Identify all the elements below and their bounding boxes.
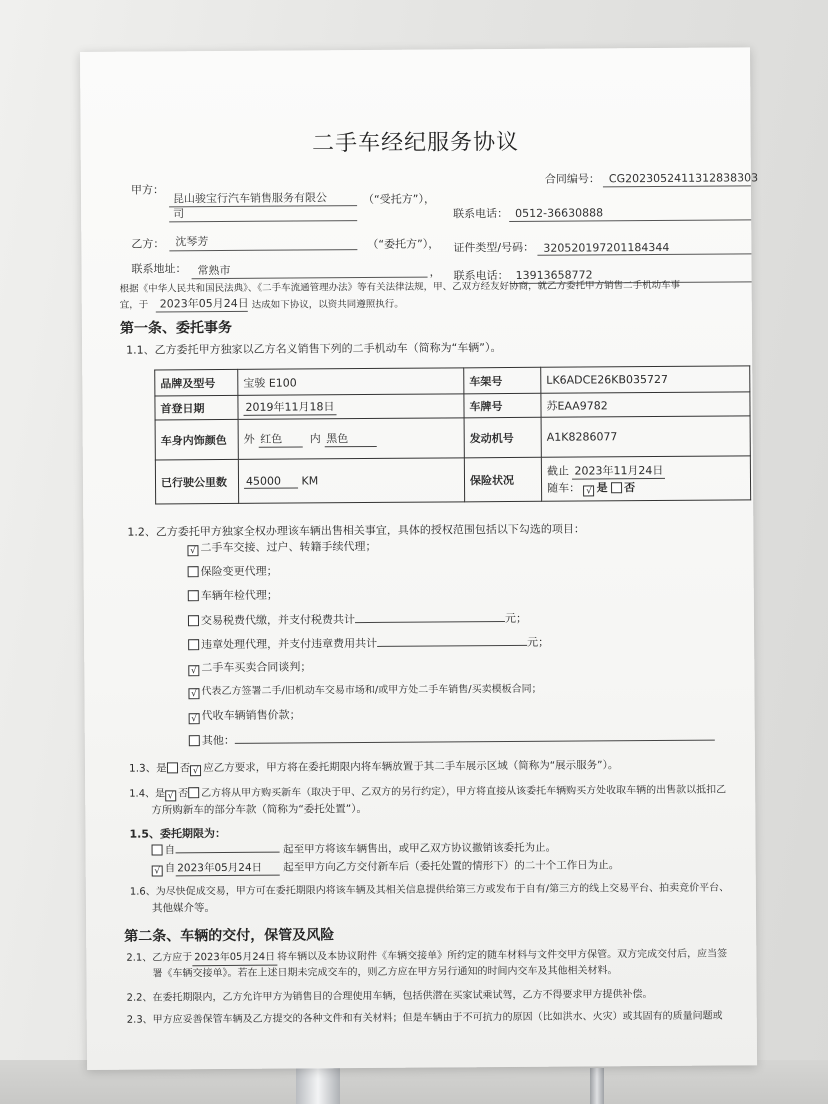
option-checkbox[interactable]: [188, 566, 199, 577]
clause-2-1-prefix: 2.1、乙方应于: [126, 952, 193, 964]
option-item: [188, 565, 278, 580]
contract-no-label: 合同编号：: [544, 172, 600, 186]
term-1-date: [175, 852, 279, 854]
term-option-2: [152, 858, 620, 876]
party-a-phone-label: 联系电话：: [453, 207, 509, 221]
color-cell: [238, 418, 464, 460]
intro-line2-prefix: 宜，于: [119, 299, 149, 311]
option-checkbox[interactable]: √: [187, 545, 198, 556]
party-b-phone: 13913658772: [515, 268, 593, 282]
term-1-text: 起至甲方将该车辆售出，或甲乙双方协议撤销该委托为止。: [283, 841, 557, 856]
party-a-line1: [169, 205, 357, 207]
clause-1-6-continued: 其他媒介等。: [151, 902, 216, 915]
clause-1-4-continued: 方所购新车的部分车款（简称为“委托处置”）。: [151, 803, 367, 817]
tax-amount-line: [355, 611, 505, 623]
party-b-address: 常熟市: [197, 263, 231, 278]
term-2-text: 起至甲方向乙方交付新车后（委托处置的情形下）的二十个工作日为止。: [283, 859, 620, 874]
intro-line2-suffix: 达成如下协议，以资共同遵照执行。: [251, 298, 404, 311]
clause-1-3: [129, 758, 618, 776]
section1-heading: 第一条、委托事务: [119, 319, 232, 337]
with-car-yes-checkbox[interactable]: √: [584, 485, 595, 496]
clause-2-1: [126, 948, 727, 967]
interior-color: 黑色: [324, 430, 376, 447]
option-item: [189, 730, 715, 749]
intro-date-line: [156, 311, 248, 313]
option-suffix: 元；: [504, 611, 528, 626]
clause-2-2: 2.2、在委托期限内，乙方允许甲方为销售目的合理使用车辆，包括供潜在买家试乘试驾，乙方不得要求甲方提供补偿。: [126, 989, 653, 1004]
option-item: [187, 540, 376, 556]
term-option-1: [152, 841, 557, 858]
party-a-line2: [169, 220, 357, 222]
clause-1-3-text: 应乙方要求，甲方将在委托期限内将车辆放置于其二手车展示区域（简称为“展示服务”）。: [203, 759, 619, 775]
party-a-role: （“受托方”），: [362, 192, 435, 207]
option-checkbox[interactable]: [188, 590, 199, 601]
option-label: 保险变更代理；: [200, 564, 278, 579]
table-row: [155, 456, 750, 504]
contract-page: [80, 47, 757, 1070]
party-a-name-line2: 司: [173, 207, 185, 221]
clause-1-3-no-label: 否: [179, 762, 191, 775]
term-2-date: 2023年05月24日: [175, 861, 279, 877]
party-a-phone: 0512-36630888: [515, 206, 604, 220]
clause-1-4-yes-checkbox[interactable]: √: [165, 790, 176, 801]
option-item: [189, 708, 301, 724]
with-car-no-label: 否: [623, 480, 636, 494]
option-item: [188, 611, 527, 628]
option-label: 交易税费代缴，并支付税费共计: [200, 613, 356, 628]
clause-1-3-yes-checkbox[interactable]: [167, 762, 178, 773]
party-b-phone-label: 联系电话：: [453, 269, 509, 283]
clause-1-4-yes-label: 1.4、是: [129, 788, 166, 800]
term-2-prefix: 自: [164, 862, 176, 875]
party-a-name-line1: 昆山骏宝行汽车销售服务有限公: [172, 191, 328, 206]
option-item: [188, 635, 549, 653]
id-type-label: 证件类型/号码：: [453, 240, 535, 255]
exterior-color: 红色: [258, 430, 302, 447]
address-suffix: ，: [429, 265, 441, 279]
mileage-value: 45000: [244, 474, 298, 488]
clause-1-4: [129, 784, 726, 802]
engine-value: A1K8286077: [541, 416, 750, 457]
other-line: [235, 730, 715, 744]
clause-1-2: 1.2、乙方委托甲方独家全权办理该车辆出售相关事宜，具体的授权范围包括以下勾选的项目：: [127, 522, 585, 539]
option-label: 代表乙方签署二手/旧机动车交易市场和/或甲方处二手车销售/买卖模板合同；: [201, 683, 542, 698]
clause-1-4-text: 乙方将从甲方购买新车（取决于甲、乙双方的另行约定），甲方将直接从该委托车辆购买方处收取车辆的出售款以抵扣乙: [201, 784, 727, 800]
engine-label: 发动机号: [464, 417, 541, 458]
clause-1-6: 1.6、为尽快促成交易，甲方可在委托期限内将该车辆及其相关信息提供给第三方或发布于自有/第三方的线上交易平台、拍卖竞价平台、: [129, 882, 730, 898]
address-label: 联系地址：: [131, 262, 187, 276]
reg-date-cell: [238, 394, 464, 420]
option-checkbox[interactable]: [188, 615, 199, 626]
vehicle-info-table: [154, 365, 751, 504]
metal-stand-rear: [590, 1068, 604, 1104]
term-2-checkbox[interactable]: √: [152, 865, 163, 876]
violation-amount-line: [377, 635, 527, 647]
exterior-prefix: 外: [243, 432, 255, 446]
intro-date: 2023年05月24日: [159, 296, 249, 311]
option-item: [188, 589, 278, 604]
option-checkbox[interactable]: √: [189, 713, 200, 724]
clause-2-1-text: 将车辆以及本协议附件《车辆交接单》所约定的随车材料与文件交甲方保管。双方完成交付后，应当签: [277, 948, 728, 963]
clause-1-3-yes-label: 1.3、是: [128, 762, 167, 775]
section2-heading: 第二条、车辆的交付，保管及风险: [124, 927, 335, 945]
color-label: 车身内饰颜色: [155, 419, 238, 460]
clause-2-3: 2.3、甲方应妥善保管车辆及乙方提交的各种文件和有关材料；但是车辆由于不可抗力的原因（比如洪水、火灾）或其固有的质量问题或: [126, 1010, 723, 1026]
mileage-unit: KM: [301, 473, 319, 487]
insurance-cell: [541, 456, 750, 501]
vin-label: 车架号: [464, 367, 541, 394]
metal-stand: [296, 1068, 340, 1104]
party-b-role: （“委托方”），: [367, 237, 440, 251]
interior-prefix: 内: [309, 432, 321, 446]
option-label: 二手车买卖合同谈判；: [201, 660, 312, 675]
insurance-label: 保险状况: [464, 457, 541, 502]
mileage-cell: [238, 458, 464, 504]
term-1-prefix: 自: [164, 844, 176, 857]
with-car-no-checkbox[interactable]: [611, 482, 622, 493]
option-item: [188, 683, 541, 699]
vin-value: LK6ADCE26KB035727: [541, 366, 750, 393]
party-b-name: 沈琴芳: [175, 235, 209, 249]
plate-label: 车牌号: [464, 393, 541, 418]
option-checkbox[interactable]: [189, 735, 200, 746]
reg-date-label: 首登日期: [155, 395, 238, 420]
clause-1-5: 1.5、委托期限为：: [129, 827, 227, 841]
brand-label: 品牌及型号: [155, 369, 238, 396]
option-label: 代收车辆销售价款；: [201, 708, 301, 723]
table-row: [155, 416, 750, 460]
option-label: 车辆年检代理；: [200, 588, 278, 603]
mileage-label: 已行驶公里数: [155, 459, 238, 504]
page-title: 二手车经纪服务协议: [312, 129, 520, 157]
with-car-yes-label: 是: [596, 480, 608, 494]
plate-value: 苏EAA9782: [541, 392, 750, 417]
party-b-id: 320520197201184344: [543, 240, 670, 255]
term-1-checkbox[interactable]: [152, 844, 163, 855]
party-b-id-line: [537, 253, 751, 255]
contract-no-line: [603, 185, 751, 187]
intro-line1: 根据《中华人民共和国民法典》、《二手车流通管理办法》等有关法律法规，甲、乙双方经友好协商，就乙方委托甲方销售二手机动车事: [119, 279, 681, 295]
option-checkbox[interactable]: √: [188, 688, 199, 699]
clause-1-4-no-label: 否: [178, 788, 189, 800]
option-checkbox[interactable]: [188, 639, 199, 650]
clause-1-1: 1.1、乙方委托甲方独家以乙方名义销售下列的二手机动车（简称为“车辆”）。: [126, 341, 502, 357]
option-label: 二手车交接、过户、转籍手续代理；: [200, 539, 377, 555]
reg-date-value: 2019年11月18日: [243, 398, 336, 416]
contract-no: CG2023052411312838303: [608, 171, 759, 186]
clause-1-4-no-checkbox[interactable]: [188, 787, 199, 798]
party-b-label: 乙方：: [131, 237, 165, 251]
insurance-prefix: 截止: [546, 464, 569, 478]
option-label: 其他：: [201, 733, 235, 748]
option-checkbox[interactable]: √: [188, 665, 199, 676]
brand-value: 宝骏 E100: [238, 368, 464, 396]
with-car-label: 随车：: [546, 481, 581, 495]
option-label: 违章处理代理，并支付违章费用共计: [201, 636, 378, 652]
party-a-label: 甲方：: [130, 183, 165, 197]
clause-2-1-continued: 署《车辆交接单》。若在上述日期未完成交车的，则乙方应在甲方另行通知的时间内交车及其他相关材料。: [152, 965, 618, 980]
option-item: [188, 660, 311, 676]
insurance-date: 2023年11月24日: [572, 461, 665, 479]
clause-1-3-no-checkbox[interactable]: √: [190, 765, 201, 776]
option-suffix: 元；: [527, 635, 550, 649]
clause-2-1-date: 2023年05月24日: [192, 951, 277, 967]
party-b-name-line: [169, 249, 357, 251]
